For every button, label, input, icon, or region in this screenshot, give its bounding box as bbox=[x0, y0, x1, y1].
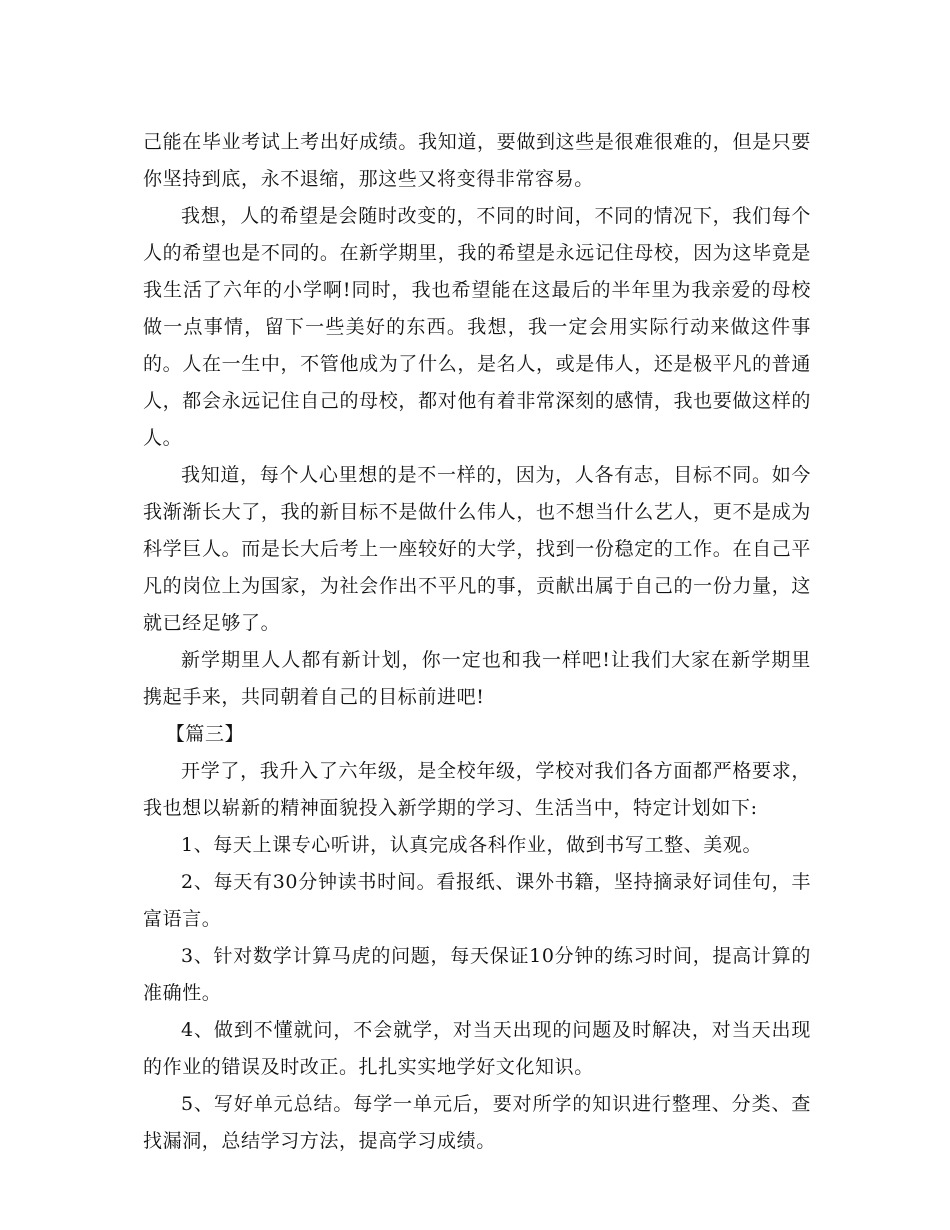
list-item: 4、做到不懂就问，不会就学，对当天出现的问题及时解决，对当天出现的作业的错误及时改正。扎扎实实地学好文化知识。 bbox=[143, 1019, 811, 1078]
paragraph: 新学期里人人都有新计划，你一定也和我一样吧!让我们大家在新学期里携起手来，共同朝着自己的目标前进吧! bbox=[143, 649, 811, 708]
list-item: 2、每天有30分钟读书时间。看报纸、课外书籍，坚持摘录好词佳句，丰富语言。 bbox=[143, 871, 811, 930]
list-item: 1、每天上课专心听讲，认真完成各科作业，做到书写工整、美观。 bbox=[181, 834, 763, 856]
list-item: 3、针对数学计算马虎的问题，每天保证10分钟的练习时间，提高计算的准确性。 bbox=[143, 945, 811, 1004]
paragraph: 我想，人的希望是会随时改变的，不同的时间，不同的情况下，我们每个人的希望也是不同的。在新学期里，我的希望是永远记住母校，因为这毕竟是我生活了六年的小学啊!同时，我也希望能在这最后的半年里为我亲爱的母校做一点事情，留下一些美好的东西。我想，我一定会用实际行动来做这件事的。人在一生中，不管他成为了什么，是名人，或是伟人，还是极平凡的普通人，都会永远记住自己的母校，都对他有着非常深刻的感情，我也要做这样的人。 bbox=[143, 205, 811, 449]
document-body bbox=[143, 124, 811, 1160]
paragraph: 我知道，每个人心里想的是不一样的，因为，人各有志，目标不同。如今我渐渐长大了，我的新目标不是做什么伟人，也不想当什么艺人，更不是成为科学巨人。而是长大后考上一座较好的大学，找到一份稳定的工作。在自己平凡的岗位上为国家，为社会作出不平凡的事，贡献出属于自己的一份力量，这就已经足够了。 bbox=[143, 464, 811, 634]
paragraph: 己能在毕业考试上考出好成绩。我知道，要做到这些是很难很难的，但是只要你坚持到底，永不退缩，那这些又将变得非常容易。 bbox=[143, 131, 811, 190]
paragraph: 开学了，我升入了六年级，是全校年级，学校对我们各方面都严格要求，我也想以崭新的精神面貌投入新学期的学习、生活当中，特定计划如下: bbox=[143, 760, 811, 819]
section-heading: 【篇三】 bbox=[165, 723, 245, 745]
list-item: 5、写好单元总结。每学一单元后，要对所学的知识进行整理、分类、查找漏洞，总结学习方法，提高学习成绩。 bbox=[143, 1093, 811, 1152]
